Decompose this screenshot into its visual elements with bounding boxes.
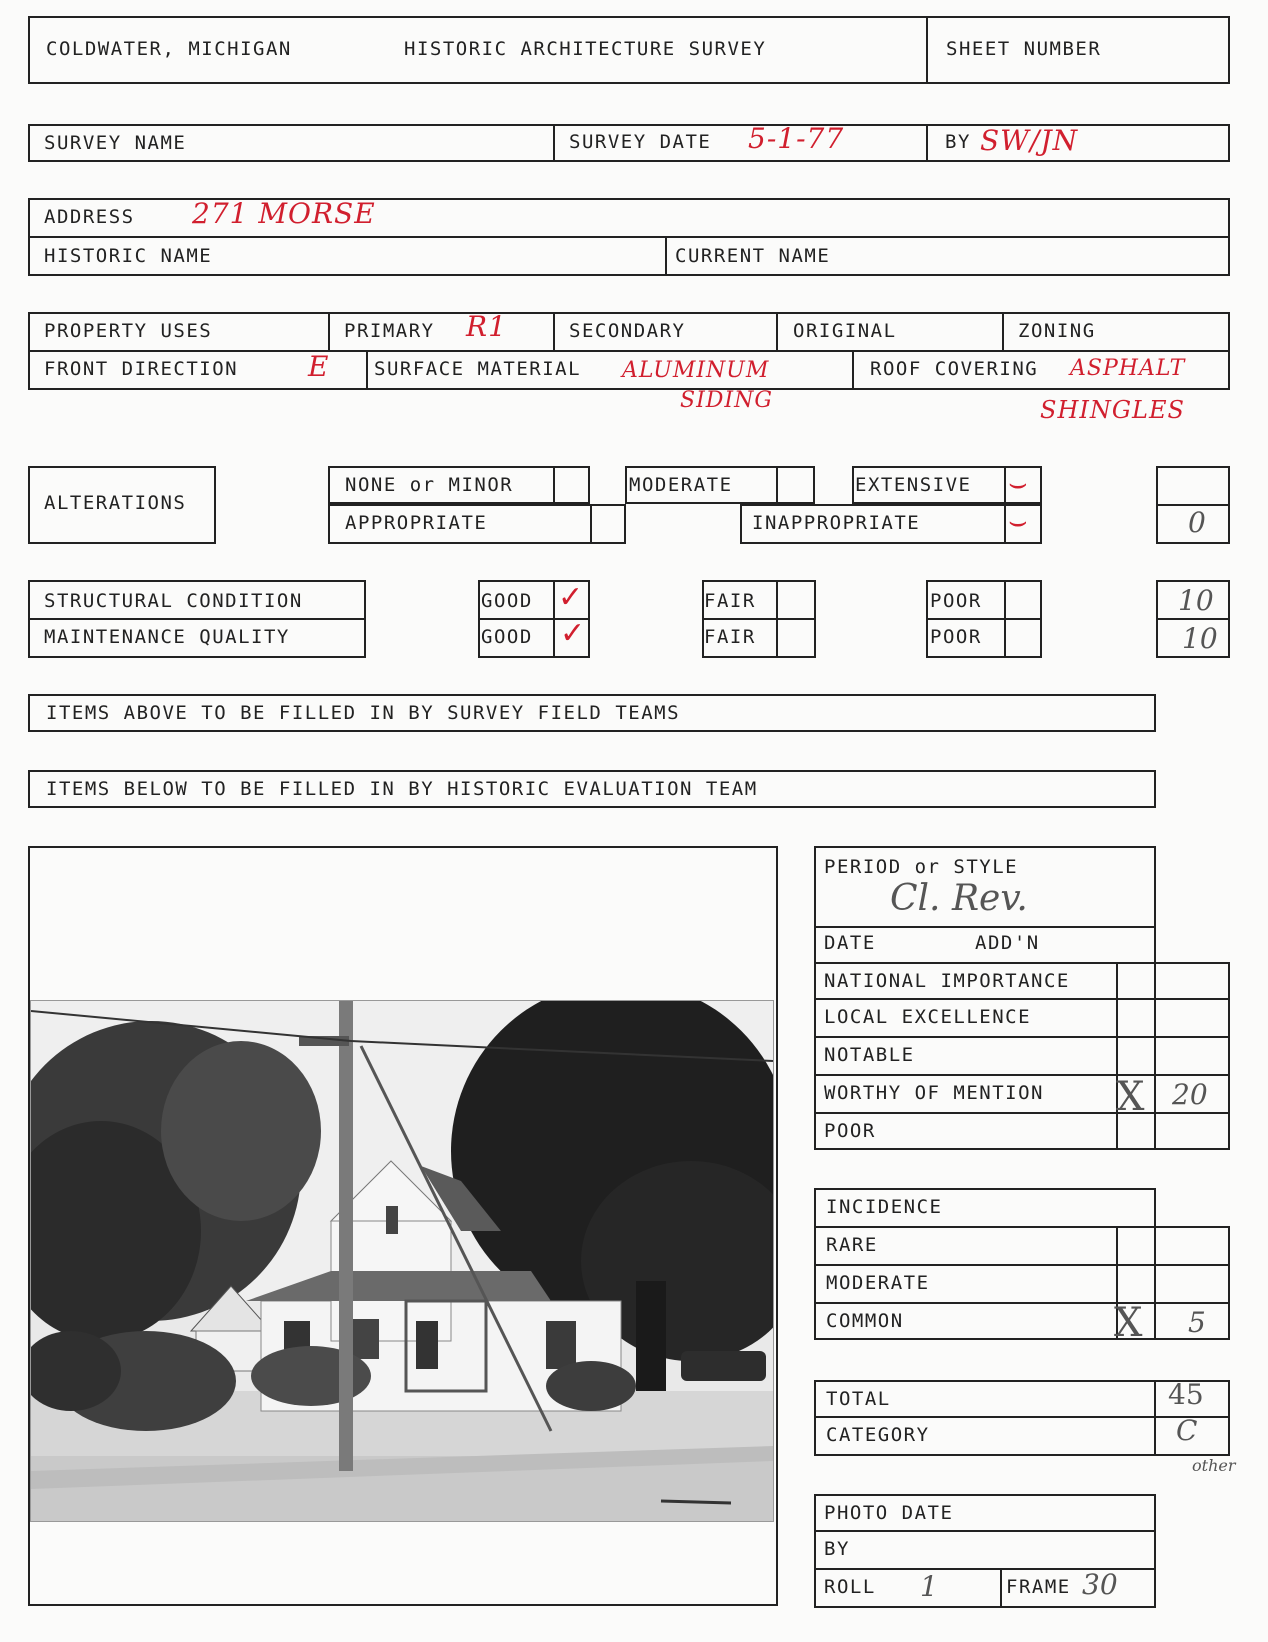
roof-covering-value-1[interactable]: ASPHALT	[1070, 356, 1186, 381]
alterations-score[interactable]: 0	[1188, 506, 1206, 539]
surface-material-value-1[interactable]: ALUMINUM	[622, 358, 770, 383]
property-uses-label: PROPERTY USES	[44, 320, 213, 342]
local-excellence-label: LOCAL EXCELLENCE	[824, 1006, 1032, 1028]
primary-value[interactable]: R1	[466, 310, 507, 343]
moderate-incidence-label: MODERATE	[826, 1272, 930, 1294]
structural-fair-label: FAIR	[704, 590, 756, 612]
front-direction-label: FRONT DIRECTION	[44, 358, 239, 380]
rare-label: RARE	[826, 1234, 878, 1256]
structural-condition-label: STRUCTURAL CONDITION	[44, 590, 303, 612]
items-above-text: ITEMS ABOVE TO BE FILLED IN BY SURVEY FIELD TEAMS	[46, 702, 681, 724]
structural-good-label: GOOD	[481, 590, 533, 612]
roll-label: ROLL	[824, 1576, 876, 1598]
alterations-label: ALTERATIONS	[44, 492, 187, 514]
total-value[interactable]: 45	[1168, 1378, 1204, 1411]
roof-covering-label: ROOF COVERING	[870, 358, 1039, 380]
survey-name-label: SURVEY NAME	[44, 132, 187, 154]
extensive-checkmark[interactable]: ⌣	[1008, 466, 1028, 501]
survey-by-value[interactable]: SW/JN	[980, 124, 1079, 157]
category-value[interactable]: C	[1176, 1414, 1198, 1447]
primary-label: PRIMARY	[344, 320, 435, 342]
original-label: ORIGINAL	[793, 320, 897, 342]
photo-by-label: BY	[824, 1538, 850, 1560]
front-direction-value[interactable]: E	[308, 350, 330, 383]
current-name-label: CURRENT NAME	[675, 245, 831, 267]
address-value[interactable]: 271 MORSE	[192, 197, 376, 230]
survey-date-value[interactable]: 5-1-77	[748, 122, 845, 155]
poor-rating-label: POOR	[824, 1120, 876, 1142]
category-label: CATEGORY	[826, 1424, 930, 1446]
frame-value[interactable]: 30	[1082, 1568, 1118, 1601]
survey-by-label: BY	[945, 131, 971, 153]
structural-good-checkmark[interactable]: ✓	[558, 580, 584, 615]
zoning-label: ZONING	[1018, 320, 1096, 342]
maintenance-good-label: GOOD	[481, 626, 533, 648]
maintenance-good-checkmark[interactable]: ✓	[560, 616, 586, 651]
national-importance-label: NATIONAL IMPORTANCE	[824, 970, 1070, 992]
incidence-label: INCIDENCE	[826, 1196, 943, 1218]
survey-date-label: SURVEY DATE	[569, 131, 712, 153]
structural-poor-label: POOR	[930, 590, 982, 612]
surface-material-label: SURFACE MATERIAL	[374, 358, 582, 380]
address-label: ADDRESS	[44, 206, 135, 228]
roof-covering-value-2[interactable]: SHINGLES	[1040, 396, 1185, 424]
historic-name-label: HISTORIC NAME	[44, 245, 213, 267]
moderate-label: MODERATE	[629, 474, 733, 496]
city-label: COLDWATER, MICHIGAN	[46, 38, 292, 60]
maintenance-quality-label: MAINTENANCE QUALITY	[44, 626, 290, 648]
period-style-label: PERIOD or STYLE	[824, 856, 1019, 878]
form-title: HISTORIC ARCHITECTURE SURVEY	[404, 38, 767, 60]
worthy-of-mention-label: WORTHY OF MENTION	[824, 1082, 1044, 1104]
common-mark[interactable]: X	[1114, 1300, 1143, 1346]
maintenance-fair-label: FAIR	[704, 626, 756, 648]
none-minor-label: NONE or MINOR	[345, 474, 514, 496]
worthy-score[interactable]: 20	[1172, 1078, 1208, 1111]
secondary-label: SECONDARY	[569, 320, 686, 342]
worthy-mark[interactable]: X	[1116, 1074, 1145, 1120]
addn-label: ADD'N	[975, 932, 1040, 954]
structural-score[interactable]: 10	[1178, 584, 1214, 617]
category-note: other	[1192, 1456, 1236, 1475]
photo-date-label: PHOTO DATE	[824, 1502, 954, 1524]
common-label: COMMON	[826, 1310, 904, 1332]
frame-label: FRAME	[1006, 1576, 1071, 1598]
house-photo-drawing	[31, 1001, 773, 1521]
maintenance-poor-label: POOR	[930, 626, 982, 648]
roll-value[interactable]: 1	[920, 1570, 938, 1603]
inappropriate-label: INAPPROPRIATE	[752, 512, 921, 534]
appropriate-label: APPROPRIATE	[345, 512, 488, 534]
notable-label: NOTABLE	[824, 1044, 915, 1066]
house-photo	[30, 1000, 774, 1522]
items-below-text: ITEMS BELOW TO BE FILLED IN BY HISTORIC EVALUATION TEAM	[46, 778, 758, 800]
period-style-value[interactable]: Cl. Rev.	[890, 878, 1028, 919]
maintenance-score[interactable]: 10	[1182, 622, 1218, 655]
sheet-number-label: SHEET NUMBER	[946, 38, 1102, 60]
date-label: DATE	[824, 932, 876, 954]
total-label: TOTAL	[826, 1388, 891, 1410]
inappropriate-checkmark[interactable]: ⌣	[1008, 504, 1028, 539]
common-score[interactable]: 5	[1188, 1306, 1206, 1339]
extensive-label: EXTENSIVE	[855, 474, 972, 496]
surface-material-value-2[interactable]: SIDING	[680, 388, 773, 413]
